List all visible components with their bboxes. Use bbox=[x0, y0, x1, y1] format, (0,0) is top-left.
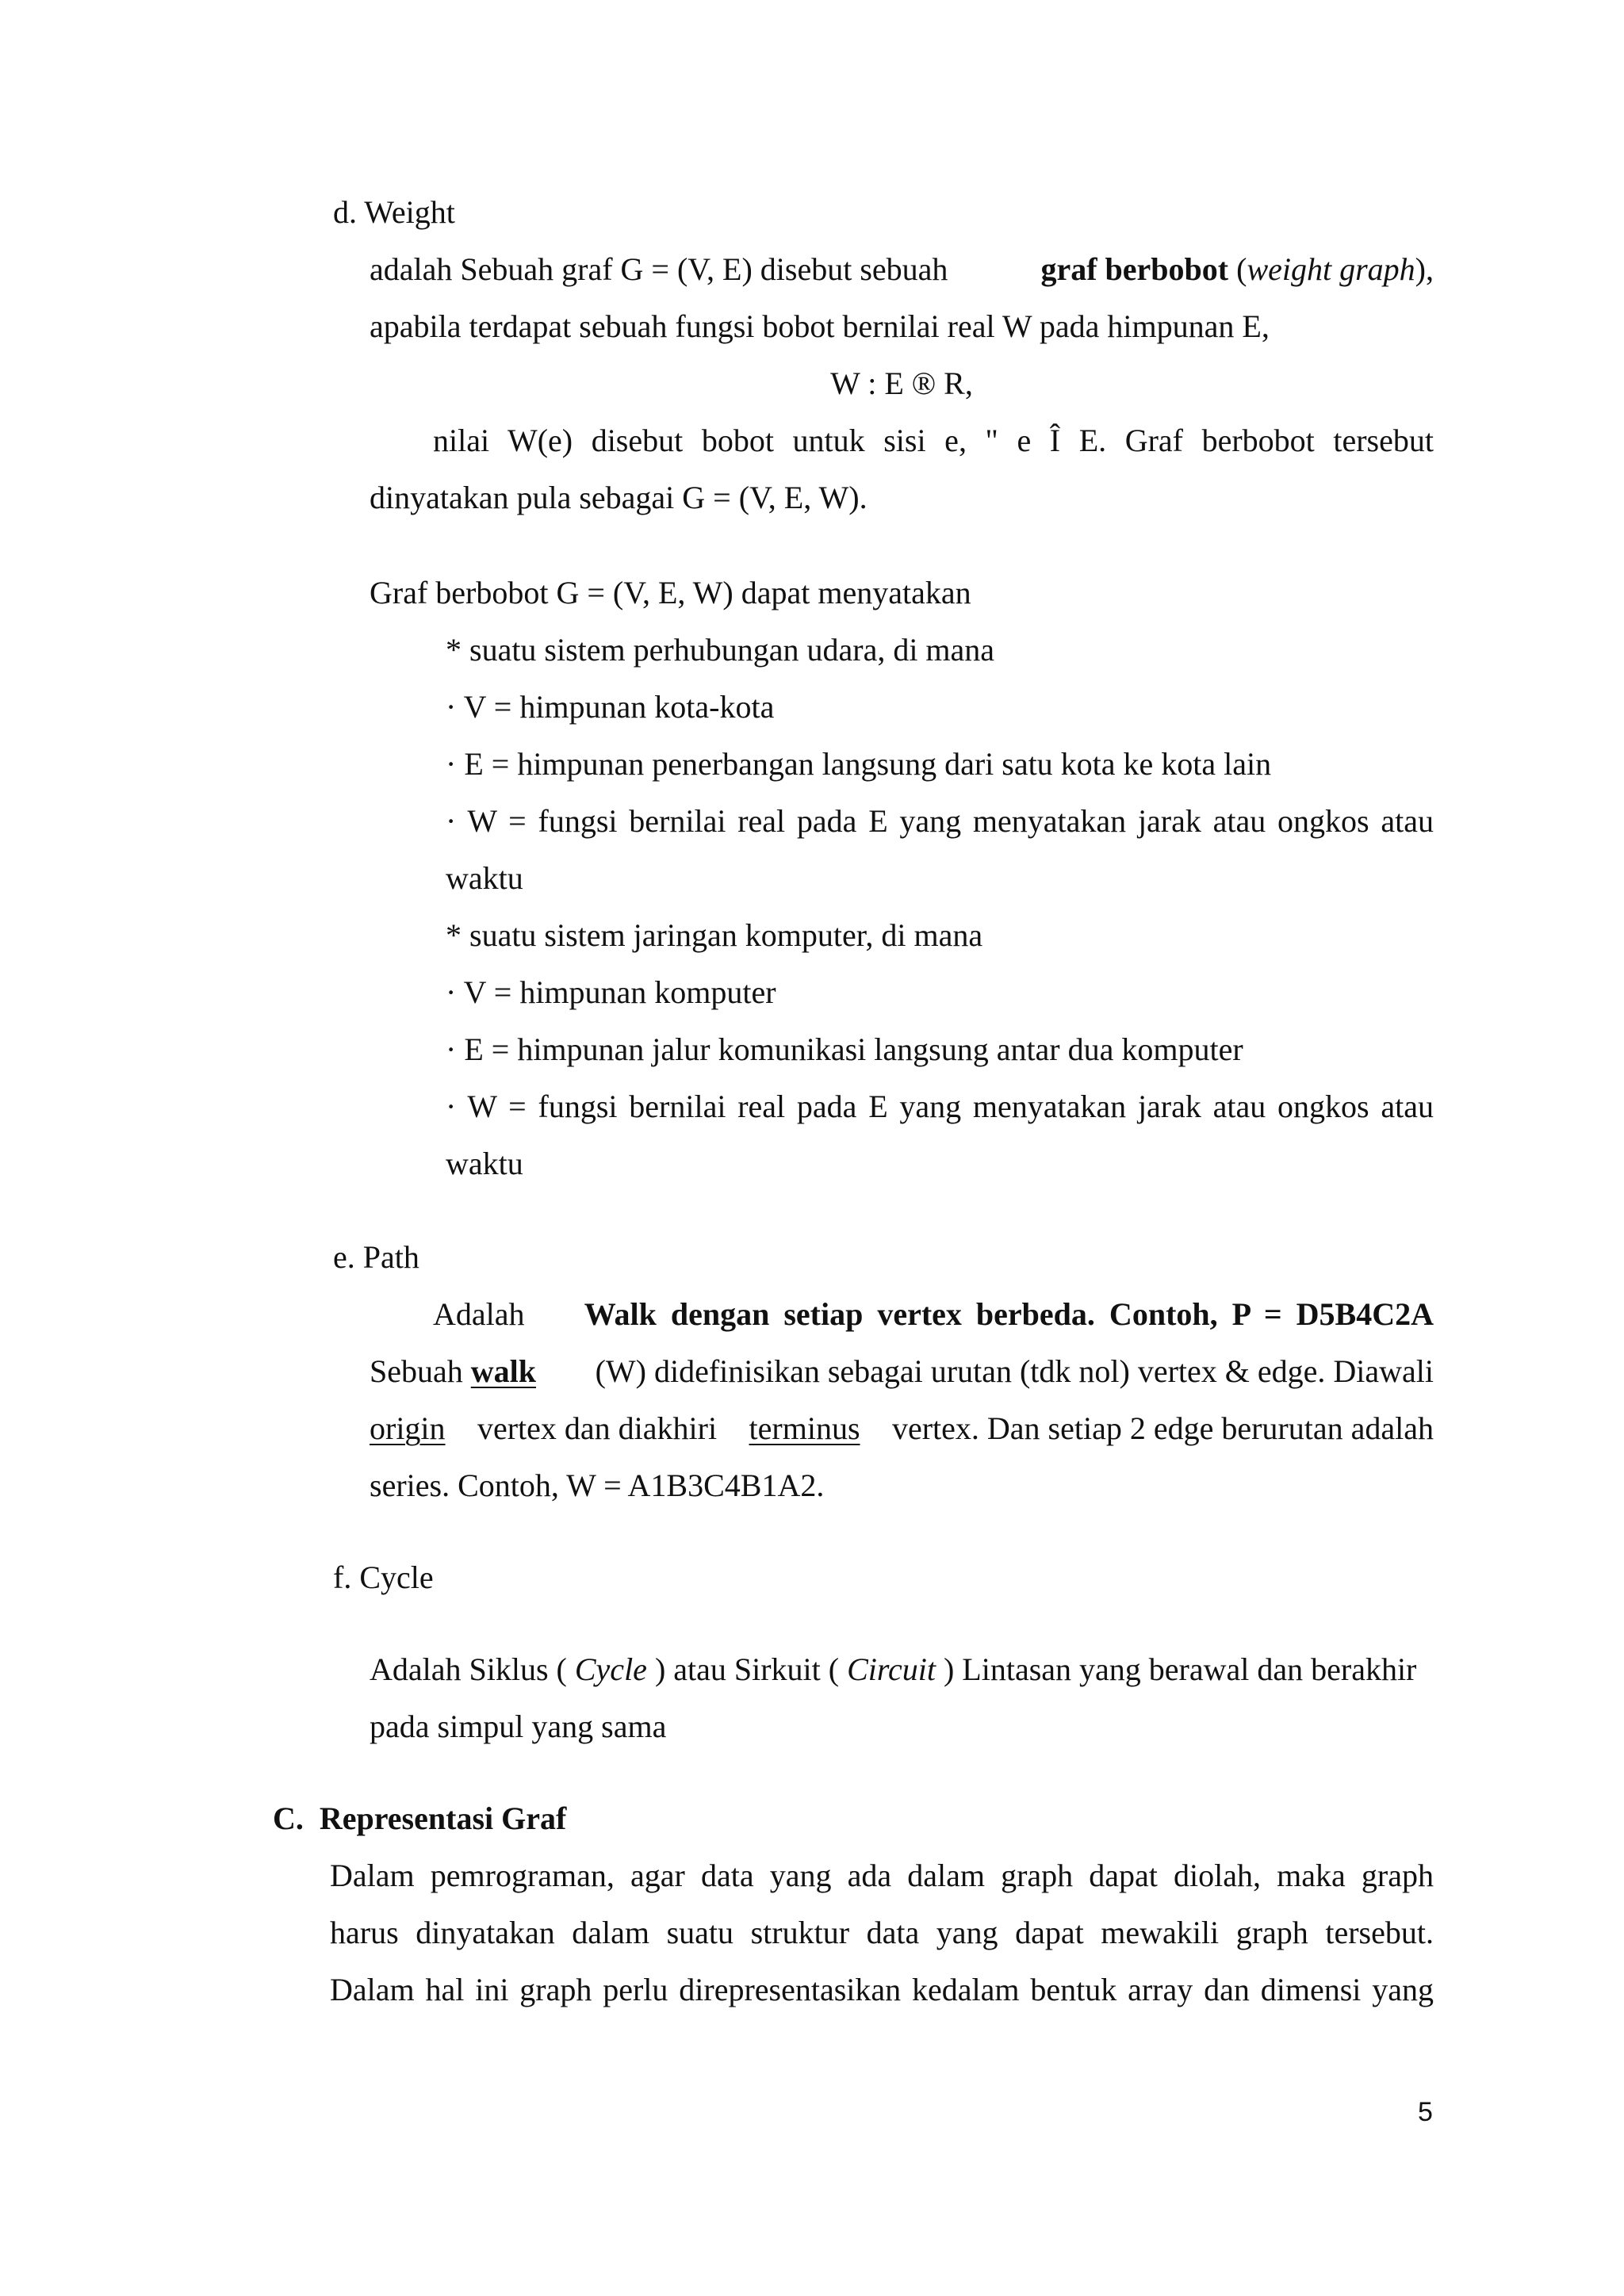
list-item: · W = fungsi bernilai real pada E yang menyatakan jarak atau ongkos atau bbox=[446, 1089, 1434, 1124]
cycle-line-1 bbox=[370, 1647, 1434, 1692]
origin-term: origin bbox=[370, 1410, 446, 1446]
list-item: · V = himpunan komputer bbox=[446, 974, 776, 1010]
weight-def-text: adalah Sebuah graf G = (V, E) disebut sebuah bbox=[370, 251, 948, 287]
list-item: · V = himpunan kota-kota bbox=[446, 689, 775, 725]
list-item: · E = himpunan jalur komunikasi langsung antar dua komputer bbox=[446, 1031, 1243, 1067]
path-line-3-b: vertex. Dan setiap 2 edge berurutan adalah bbox=[891, 1410, 1434, 1446]
path-line-3 bbox=[370, 1406, 1434, 1451]
section-heading-weight: d. Weight bbox=[333, 194, 455, 230]
path-line-1 bbox=[433, 1292, 1434, 1337]
list-item: · W = fungsi bernilai real pada E yang menyatakan jarak atau ongkos atau bbox=[446, 803, 1434, 839]
path-line-1-bold: Walk dengan setiap vertex berbeda. Contoh, P = D5B4C2A bbox=[584, 1296, 1434, 1332]
path-line-4: series. Contoh, W = A1B3C4B1A2. bbox=[370, 1468, 825, 1503]
weight-def-italic: weight graph bbox=[1247, 251, 1415, 287]
page-number: 5 bbox=[1418, 2097, 1433, 2127]
cycle-italic: Cycle bbox=[574, 1651, 647, 1687]
path-line-3-a: vertex dan diakhiri bbox=[477, 1410, 718, 1446]
section-heading-cycle: f. Cycle bbox=[333, 1559, 434, 1595]
cycle-line-2: pada simpul yang sama bbox=[370, 1709, 667, 1744]
list-item: * suatu sistem perhubungan udara, di mana bbox=[446, 632, 995, 668]
weight-def-bold: graf berbobot bbox=[1040, 251, 1229, 287]
list-item: · E = himpunan penerbangan langsung dari satu kota ke kota lain bbox=[446, 746, 1272, 782]
weight-paragraph-line-2: dinyatakan pula sebagai G = (V, E, W). bbox=[370, 480, 868, 515]
weight-paragraph-line-1: nilai W(e) disebut bobot untuk sisi e, " e Î E. Graf berbobot tersebut bbox=[433, 423, 1434, 458]
section-heading-representasi: C. Representasi Graf bbox=[273, 1800, 567, 1836]
path-line-2-lead bbox=[370, 1349, 536, 1394]
weight-definition-line-1 bbox=[370, 247, 1434, 292]
weight-intro: Graf berbobot G = (V, E, W) dapat menyatakan bbox=[370, 575, 971, 610]
weight-formula: W : E ® R, bbox=[830, 365, 973, 401]
circuit-italic: Circuit bbox=[847, 1651, 936, 1687]
terminus-term: terminus bbox=[749, 1410, 860, 1446]
path-line-2-b: (W) didefinisikan sebagai urutan (tdk nol) vertex & edge. Diawali bbox=[595, 1353, 1434, 1389]
representasi-line: harus dinyatakan dalam suatu struktur data yang dapat mewakili graph tersebut. bbox=[330, 1915, 1434, 1950]
list-item: waktu bbox=[446, 1146, 523, 1181]
weight-def-close: ), bbox=[1415, 251, 1434, 287]
list-item: * suatu sistem jaringan komputer, di mana bbox=[446, 917, 983, 953]
path-line-1-plain: Adalah bbox=[433, 1296, 525, 1332]
cycle-line-1-a: Adalah Siklus ( Cycle ) atau Sirkuit ( Circuit ) Lintasan yang berawal dan berakhir bbox=[370, 1651, 1417, 1687]
section-heading-path: e. Path bbox=[333, 1239, 419, 1275]
representasi-line: Dalam hal ini graph perlu direpresentasikan kedalam bentuk array dan dimensi yang bbox=[330, 1972, 1434, 2007]
walk-term: walk bbox=[470, 1353, 537, 1389]
representasi-line: Dalam pemrograman, agar data yang ada dalam graph dapat diolah, maka graph bbox=[330, 1858, 1434, 1893]
list-item: waktu bbox=[446, 860, 523, 896]
weight-def-bold-wrap bbox=[1040, 247, 1434, 292]
weight-definition-line-2: apabila terdapat sebuah fungsi bobot bernilai real W pada himpunan E, bbox=[370, 308, 1270, 344]
weight-def-open: ( bbox=[1236, 251, 1247, 287]
path-line-2-a: Sebuah bbox=[370, 1353, 463, 1389]
path-line-2 bbox=[370, 1349, 1434, 1394]
